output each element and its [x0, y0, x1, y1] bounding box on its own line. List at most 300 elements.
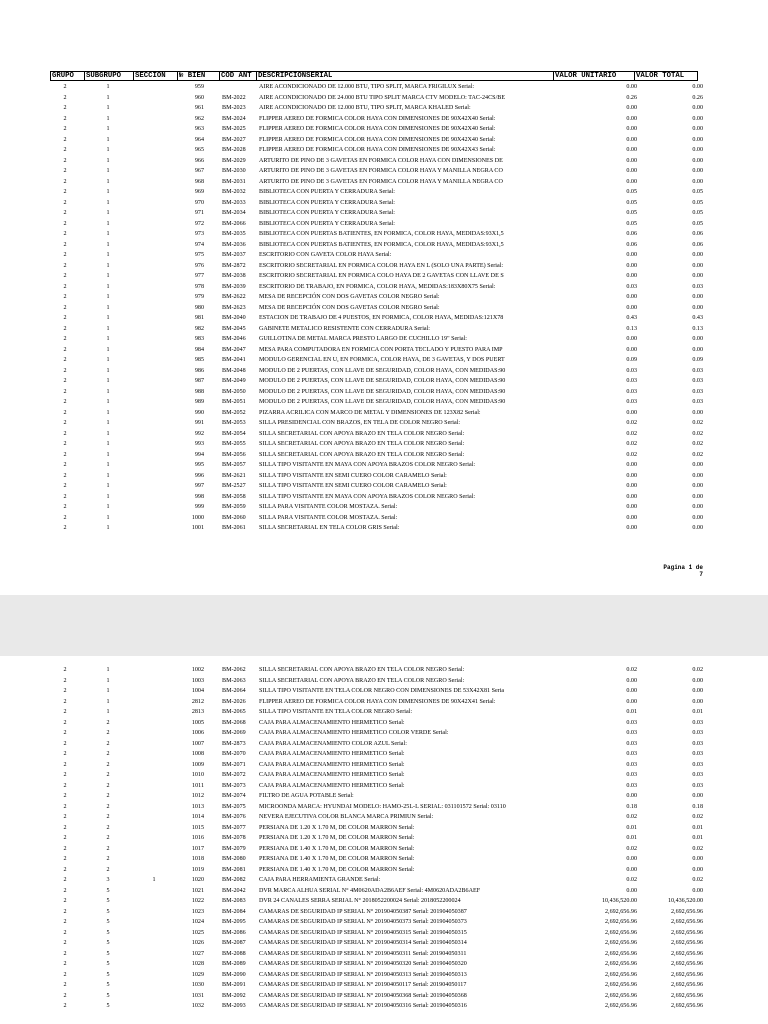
valor-total-cell: 0.02 [692, 877, 703, 883]
grupo-cell: 2 [63, 719, 67, 726]
table-row [0, 355, 768, 366]
description-cell: CAMARAS DE SEGURIDAD IP SERIAL N° 201904050117 Serial: 201904050117 [259, 982, 467, 988]
table-row [0, 865, 768, 876]
grupo-cell: 2 [63, 971, 67, 978]
codant-cell: BM-2062 [222, 667, 246, 673]
subgrupo-cell: 1 [106, 441, 110, 447]
table-row [0, 418, 768, 429]
description-cell: PERSIANA DE 1.40 X 1.70 M, DE COLOR MARRON Serial: [259, 856, 415, 862]
nbien-cell: 993 [194, 441, 204, 447]
nbien-cell: 1012 [191, 793, 204, 799]
valor-total-cell: 0.02 [692, 451, 703, 458]
description-cell: BIBLIOTECA CON PUERTA Y CERRADURA Serial: [259, 199, 395, 206]
table-row [0, 907, 768, 918]
table-row [0, 980, 768, 991]
grupo-cell: 2 [63, 898, 67, 904]
codant-cell: BM-2088 [222, 950, 246, 957]
table-row [0, 345, 768, 356]
codant-cell: BM-2048 [222, 367, 246, 374]
nbien-cell: 1025 [191, 929, 204, 936]
valor-unitario-cell: 0.02 [626, 441, 637, 447]
description-cell: CAMARAS DE SEGURIDAD IP SERIAL N° 201904050311 Serial: 201904050311 [259, 950, 467, 957]
subgrupo-cell: 2 [106, 824, 110, 831]
description-cell: CAJA PARA ALMACENAMIENTO HERMETICO Serial: [259, 772, 405, 778]
nbien-cell: 1022 [191, 898, 204, 904]
subgrupo-cell: 5 [106, 961, 110, 967]
subgrupo-cell: 1 [106, 378, 110, 384]
valor-total-cell: 0.03 [692, 378, 703, 384]
subgrupo-cell: 1 [106, 84, 110, 90]
grupo-cell: 2 [63, 378, 67, 384]
codant-cell: BM-2077 [222, 824, 246, 831]
description-cell: DVR 24 CANALES SERRA SERIAL N° 2018052200024 Serial: 2018052200024 [259, 898, 461, 904]
description-cell: SILLA SECRETARIAL CON APOYA BRAZO EN TELA COLOR NEGRO Serial: [259, 441, 465, 447]
subgrupo-cell: 1 [106, 157, 110, 164]
valor-unitario-cell: 2,692,656.96 [605, 961, 637, 967]
nbien-cell: 1003 [191, 677, 204, 684]
valor-total-cell: 0.01 [692, 835, 703, 841]
valor-total-cell: 0.00 [692, 462, 703, 468]
valor-total-cell: 0.00 [692, 688, 703, 694]
subgrupo-cell: 5 [106, 992, 110, 999]
nbien-cell: 1017 [191, 845, 204, 852]
nbien-cell: 999 [194, 504, 204, 510]
codant-cell: BM-2037 [222, 252, 246, 258]
valor-unitario-cell: 2,692,656.96 [605, 1003, 637, 1009]
subgrupo-cell: 1 [106, 472, 110, 479]
codant-cell: BM-2039 [222, 283, 246, 290]
valor-unitario-cell: 0.06 [626, 241, 637, 248]
valor-unitario-cell: 0.43 [626, 315, 637, 321]
codant-cell: BM-2055 [222, 441, 246, 447]
header-nbien: № BIEN [177, 71, 220, 81]
valor-unitario-cell: 0.00 [626, 462, 637, 468]
codant-cell: BM-2076 [222, 814, 246, 820]
valor-total-cell: 0.01 [692, 709, 703, 715]
table-row [0, 282, 768, 293]
description-cell: PIZARRA ACRILICA CON MARCO DE METAL Y DIMENSIONES DE 123X82 Serial: [259, 409, 481, 416]
valor-unitario-cell: 0.00 [626, 866, 637, 873]
description-cell: BIBLIOTECA CON PUERTA Y CERRADURA Serial: [259, 210, 395, 216]
description-cell: CAMARAS DE SEGURIDAD IP SERIAL N° 201904050314 Serial: 201904050314 [259, 940, 467, 946]
table-row [0, 387, 768, 398]
codant-cell: BM-2041 [222, 357, 246, 363]
subgrupo-cell: 1 [106, 514, 110, 521]
codant-cell: BM-2058 [222, 493, 246, 500]
table-body-page-2 [0, 665, 768, 1012]
header-valor-total: VALOR TOTAL [634, 71, 698, 81]
grupo-cell: 2 [63, 961, 67, 967]
subgrupo-cell: 1 [106, 483, 110, 489]
table-row [0, 718, 768, 729]
grupo-cell: 2 [63, 709, 67, 715]
valor-total-cell: 0.00 [692, 483, 703, 489]
grupo-cell: 2 [63, 346, 67, 353]
nbien-cell: 1031 [191, 992, 204, 999]
table-header [50, 71, 697, 82]
codant-cell: BM-2081 [222, 866, 246, 873]
valor-unitario-cell: 0.03 [626, 740, 637, 747]
nbien-cell: 1001 [191, 525, 204, 531]
valor-unitario-cell: 0.02 [626, 877, 637, 883]
table-row [0, 397, 768, 408]
description-cell: SILLA PARA VISITANTE COLOR MOSTAZA. Serial: [259, 504, 398, 510]
nbien-cell: 1014 [191, 814, 204, 820]
subgrupo-cell: 1 [106, 357, 110, 363]
description-cell: CAMARAS DE SEGURIDAD IP SERIAL N° 201904050313 Serial: 201904050313 [259, 971, 467, 978]
grupo-cell: 2 [63, 357, 67, 363]
table-row [0, 303, 768, 314]
valor-unitario-cell: 2,692,656.96 [605, 919, 637, 925]
description-cell: MODULO DE 2 PUERTAS, CON LLAVE DE SEGURIDAD, COLOR HAYA, CON MEDIDAS:90 [259, 399, 506, 405]
nbien-cell: 986 [194, 367, 204, 374]
grupo-cell: 2 [63, 493, 67, 500]
description-cell: ARTURITO DE PINO DE 3 GAVETAS EN FORMICA COLOR HAYA Y MANILLA NEGRA CO [259, 178, 503, 185]
valor-total-cell: 2,692,656.96 [671, 1003, 703, 1009]
description-cell: SILLA SECRETARIAL CON APOYA BRAZO EN TELA COLOR NEGRO Serial: [259, 430, 465, 437]
nbien-cell: 1006 [191, 730, 204, 736]
codant-cell: BM-2071 [222, 761, 246, 768]
table-row [0, 471, 768, 482]
table-row [0, 103, 768, 114]
table-row [0, 812, 768, 823]
codant-cell: BM-2054 [222, 430, 246, 437]
nbien-cell: 974 [194, 241, 204, 248]
description-cell: PERSIANA DE 1.20 X 1.70 M, DE COLOR MARRON Serial: [259, 824, 415, 831]
table-row [0, 376, 768, 387]
valor-total-cell: 2,692,656.96 [671, 992, 703, 999]
valor-unitario-cell: 0.00 [626, 304, 637, 311]
nbien-cell: 1027 [191, 950, 204, 957]
subgrupo-cell: 1 [106, 199, 110, 206]
table-row [0, 833, 768, 844]
grupo-cell: 2 [63, 677, 67, 684]
subgrupo-cell: 1 [106, 367, 110, 374]
valor-total-cell: 0.00 [692, 698, 703, 705]
codant-cell: BM-2033 [222, 199, 246, 206]
codant-cell: BM-2079 [222, 845, 246, 852]
table-row [0, 760, 768, 771]
valor-total-cell: 2,692,656.96 [671, 982, 703, 988]
nbien-cell: 994 [194, 451, 204, 458]
grupo-cell: 2 [63, 877, 67, 883]
description-cell: FLIPPER AEREO DE FORMICA COLOR HAYA CON DIMENSIONES DE 90X42X40 Serial: [259, 126, 496, 132]
nbien-cell: 962 [194, 115, 204, 122]
valor-unitario-cell: 0.00 [626, 472, 637, 479]
grupo-cell: 2 [63, 462, 67, 468]
nbien-cell: 1023 [191, 908, 204, 915]
table-row [0, 166, 768, 177]
table-row [0, 82, 768, 93]
grupo-cell: 2 [63, 231, 67, 237]
header-descripcion: DESCRIPCIONSERIAL [256, 71, 554, 81]
grupo-cell: 2 [63, 210, 67, 216]
table-row [0, 728, 768, 739]
nbien-cell: 970 [194, 199, 204, 206]
subgrupo-cell: 2 [106, 814, 110, 820]
table-row [0, 844, 768, 855]
valor-total-cell: 0.00 [692, 178, 703, 185]
valor-unitario-cell: 0.03 [626, 378, 637, 384]
table-row [0, 156, 768, 167]
valor-total-cell: 0.00 [692, 262, 703, 269]
grupo-cell: 2 [63, 1003, 67, 1009]
nbien-cell: 990 [194, 409, 204, 416]
grupo-cell: 2 [63, 982, 67, 988]
nbien-cell: 1002 [191, 667, 204, 673]
grupo-cell: 2 [63, 252, 67, 258]
codant-cell: BM-2075 [222, 803, 246, 810]
nbien-cell: 980 [194, 304, 204, 311]
codant-cell: BM-2622 [222, 294, 246, 300]
nbien-cell: 989 [194, 399, 204, 405]
nbien-cell: 969 [194, 189, 204, 195]
codant-cell: BM-2053 [222, 420, 246, 426]
valor-unitario-cell: 0.00 [626, 262, 637, 269]
table-row [0, 313, 768, 324]
description-cell: CAJA PARA ALMACENAMIENTO HERMETICO Serial: [259, 782, 405, 789]
subgrupo-cell: 1 [106, 325, 110, 332]
codant-cell: BM-2035 [222, 231, 246, 237]
description-cell: ESTACION DE TRABAJO DE 4 PUESTOS, EN FORMICA, COLOR HAYA, MEDIDAS:121X78 [259, 315, 504, 321]
subgrupo-cell: 1 [106, 525, 110, 531]
codant-cell: BM-2042 [222, 887, 246, 894]
valor-total-cell: 0.00 [692, 115, 703, 122]
subgrupo-cell: 1 [106, 430, 110, 437]
subgrupo-cell: 2 [106, 730, 110, 736]
valor-unitario-cell: 0.05 [626, 210, 637, 216]
valor-unitario-cell: 0.05 [626, 220, 637, 227]
subgrupo-cell: 1 [106, 105, 110, 111]
valor-unitario-cell: 0.00 [626, 178, 637, 185]
valor-total-cell: 0.00 [692, 514, 703, 521]
nbien-cell: 982 [194, 325, 204, 332]
valor-unitario-cell: 0.03 [626, 730, 637, 736]
nbien-cell: 1011 [192, 782, 204, 789]
valor-total-cell: 0.02 [692, 441, 703, 447]
description-cell: BIBLIOTECA CON PUERTA Y CERRADURA Serial: [259, 220, 395, 227]
description-cell: AIRE ACONDICIONADO DE 12.000 BTU, TIPO SPLIT, MARCA FRIGILUX Serial: [259, 84, 475, 90]
codant-cell: BM-2040 [222, 315, 246, 321]
valor-total-cell: 0.43 [692, 315, 703, 321]
description-cell: SILLA SECRETARIAL CON APOYA BRAZO EN TELA COLOR NEGRO Serial: [259, 451, 465, 458]
table-row [0, 970, 768, 981]
subgrupo-cell: 2 [106, 803, 110, 810]
table-row [0, 114, 768, 125]
description-cell: ESCRITORIO DE TRABAJO, EN FORMICA, COLOR HAYA, MEDIDAS:183X80X75 Serial: [259, 283, 496, 290]
table-row [0, 502, 768, 513]
grupo-cell: 2 [63, 919, 67, 925]
valor-total-cell: 2,692,656.96 [671, 919, 703, 925]
valor-total-cell: 0.00 [692, 294, 703, 300]
grupo-cell: 2 [63, 147, 67, 153]
table-row [0, 917, 768, 928]
header-subgrupo: SUBGRUPO [84, 71, 134, 81]
description-cell: SILLA SECRETARIAL CON APOYA BRAZO EN TELA COLOR NEGRO Serial: [259, 667, 465, 673]
subgrupo-cell: 1 [106, 252, 110, 258]
codant-cell: BM-2045 [222, 325, 246, 332]
nbien-cell: 975 [194, 252, 204, 258]
grupo-cell: 2 [63, 199, 67, 206]
grupo-cell: 2 [63, 845, 67, 852]
grupo-cell: 2 [63, 856, 67, 862]
description-cell: CAJA PARA ALMACENAMIENTO HERMETICO Serial: [259, 719, 405, 726]
valor-total-cell: 0.00 [692, 273, 703, 279]
subgrupo-cell: 5 [106, 898, 110, 904]
valor-unitario-cell: 0.00 [626, 346, 637, 353]
valor-unitario-cell: 0.00 [626, 336, 637, 342]
nbien-cell: 1009 [191, 761, 204, 768]
codant-cell: BM-2036 [222, 241, 246, 248]
description-cell: GUILLOTINA DE METAL MARCA PRESTO LARGO DE CUCHILLO 19" Serial: [259, 336, 467, 342]
page-number: Pagina 1 de 7 [663, 564, 703, 578]
valor-unitario-cell: 0.05 [626, 199, 637, 206]
codant-cell: BM-2060 [222, 514, 246, 521]
grupo-cell: 2 [63, 688, 67, 694]
valor-unitario-cell: 0.00 [626, 793, 637, 799]
codant-cell: BM-2093 [222, 1003, 246, 1009]
valor-total-cell: 0.00 [692, 84, 703, 90]
nbien-cell: 1018 [191, 856, 204, 862]
description-cell: CAMARAS DE SEGURIDAD IP SERIAL N° 201904050320 Serial: 201904050320 [259, 961, 467, 967]
subgrupo-cell: 5 [106, 940, 110, 946]
codant-cell: BM-2873 [222, 740, 246, 747]
subgrupo-cell: 1 [106, 304, 110, 311]
description-cell: MESA PARA COMPUTADORA EN FORMICA CON PORTA TECLADO Y PUESTO PARA IMP [259, 346, 503, 353]
valor-total-cell: 0.06 [692, 241, 703, 248]
codant-cell: BM-2084 [222, 908, 246, 915]
valor-total-cell: 0.09 [692, 357, 703, 363]
valor-unitario-cell: 0.00 [626, 504, 637, 510]
description-cell: CAMARAS DE SEGURIDAD IP SERIAL N° 201904050316 Serial: 201904050316 [259, 1003, 467, 1009]
codant-cell: BM-2872 [222, 262, 246, 269]
table-row [0, 460, 768, 471]
valor-unitario-cell: 0.00 [626, 126, 637, 132]
grupo-cell: 2 [63, 929, 67, 936]
grupo-cell: 2 [63, 262, 67, 269]
grupo-cell: 2 [63, 315, 67, 321]
codant-cell: BM-2066 [222, 220, 246, 227]
table-row [0, 219, 768, 230]
table-row [0, 749, 768, 760]
nbien-cell: 964 [194, 136, 204, 143]
grupo-cell: 2 [63, 835, 67, 841]
subgrupo-cell: 1 [106, 451, 110, 458]
valor-unitario-cell: 0.00 [626, 856, 637, 862]
valor-unitario-cell: 0.02 [626, 451, 637, 458]
codant-cell: BM-2086 [222, 929, 246, 936]
header-grupo: GRUPO [50, 71, 85, 81]
valor-unitario-cell: 0.03 [626, 283, 637, 290]
table-row [0, 240, 768, 251]
valor-total-cell: 0.00 [692, 136, 703, 143]
subgrupo-cell: 1 [106, 115, 110, 122]
nbien-cell: 996 [194, 472, 204, 479]
codant-cell: BM-2046 [222, 336, 246, 342]
valor-unitario-cell: 0.00 [626, 483, 637, 489]
subgrupo-cell: 1 [106, 210, 110, 216]
table-row [0, 93, 768, 104]
codant-cell: BM-2082 [222, 877, 246, 883]
subgrupo-cell: 1 [106, 262, 110, 269]
nbien-cell: 2812 [191, 698, 204, 705]
valor-total-cell: 0.26 [692, 94, 703, 101]
subgrupo-cell: 1 [106, 136, 110, 143]
subgrupo-cell: 2 [106, 782, 110, 789]
grupo-cell: 2 [63, 866, 67, 873]
subgrupo-cell: 5 [106, 950, 110, 957]
description-cell: CAMARAS DE SEGURIDAD IP SERIAL N° 201904050387 Serial: 201904050387 [259, 908, 467, 915]
nbien-cell: 997 [194, 483, 204, 489]
valor-unitario-cell: 0.02 [626, 430, 637, 437]
valor-unitario-cell: 0.00 [626, 115, 637, 122]
codant-cell: BM-2034 [222, 210, 246, 216]
valor-total-cell: 0.05 [692, 199, 703, 206]
nbien-cell: 1026 [191, 940, 204, 946]
table-row [0, 938, 768, 949]
codant-cell: BM-2073 [222, 782, 246, 789]
valor-total-cell: 0.00 [692, 887, 703, 894]
subgrupo-cell: 1 [106, 409, 110, 416]
valor-total-cell: 2,692,656.96 [671, 971, 703, 978]
codant-cell: BM-2090 [222, 971, 246, 978]
codant-cell: BM-2074 [222, 793, 246, 799]
valor-unitario-cell: 0.03 [626, 367, 637, 374]
grupo-cell: 2 [63, 241, 67, 248]
grupo-cell: 2 [63, 451, 67, 458]
valor-unitario-cell: 2,692,656.96 [605, 940, 637, 946]
table-row [0, 492, 768, 503]
codant-cell: BM-2072 [222, 772, 246, 778]
header-codant: COD ANT [219, 71, 257, 81]
description-cell: MESA DE RECEPCIÓN CON DOS GAVETAS COLOR NEGRO Serial: [259, 294, 440, 300]
subgrupo-cell: 5 [106, 971, 110, 978]
nbien-cell: 960 [194, 94, 204, 101]
valor-total-cell: 2,692,656.96 [671, 929, 703, 936]
valor-unitario-cell: 0.00 [626, 409, 637, 416]
nbien-cell: 985 [194, 357, 204, 363]
subgrupo-cell: 2 [106, 740, 110, 747]
nbien-cell: 1005 [191, 719, 204, 726]
table-row [0, 177, 768, 188]
description-cell: SILLA TIPO VISITANTE EN SEMI CUERO COLOR CARAMELO Serial: [259, 483, 447, 489]
nbien-cell: 987 [194, 378, 204, 384]
description-cell: SILLA SECRETARIAL EN TELA COLOR GRIS Serial: [259, 525, 400, 531]
description-cell: PERSIANA DE 1.20 X 1.70 M, DE COLOR MARRON Serial: [259, 835, 415, 841]
grupo-cell: 2 [63, 472, 67, 479]
table-row [0, 408, 768, 419]
table-row [0, 208, 768, 219]
subgrupo-cell: 1 [106, 315, 110, 321]
valor-total-cell: 2,692,656.96 [671, 940, 703, 946]
description-cell: SILLA TIPO VISITANTE EN MAYA CON APOYA BRAZOS COLOR NEGRO Serial: [259, 462, 476, 468]
valor-total-cell: 0.02 [692, 667, 703, 673]
valor-total-cell: 0.00 [692, 105, 703, 111]
description-cell: MODULO GERENCIAL EN U, EN FORMICA, COLOR HAYA, DE 3 GAVETAS, Y DOS PUERT [259, 357, 505, 363]
valor-unitario-cell: 0.00 [626, 147, 637, 153]
valor-total-cell: 0.00 [692, 346, 703, 353]
table-row [0, 523, 768, 534]
valor-unitario-cell: 2,692,656.96 [605, 992, 637, 999]
valor-unitario-cell: 0.02 [626, 845, 637, 852]
valor-unitario-cell: 0.00 [626, 887, 637, 894]
valor-total-cell: 0.03 [692, 399, 703, 405]
valor-unitario-cell: 2,692,656.96 [605, 971, 637, 978]
valor-total-cell: 0.00 [692, 126, 703, 132]
subgrupo-cell: 1 [106, 294, 110, 300]
description-cell: CAJA PARA ALMACENAMIENTO HERMETICO Serial: [259, 761, 405, 768]
subgrupo-cell: 1 [106, 677, 110, 684]
